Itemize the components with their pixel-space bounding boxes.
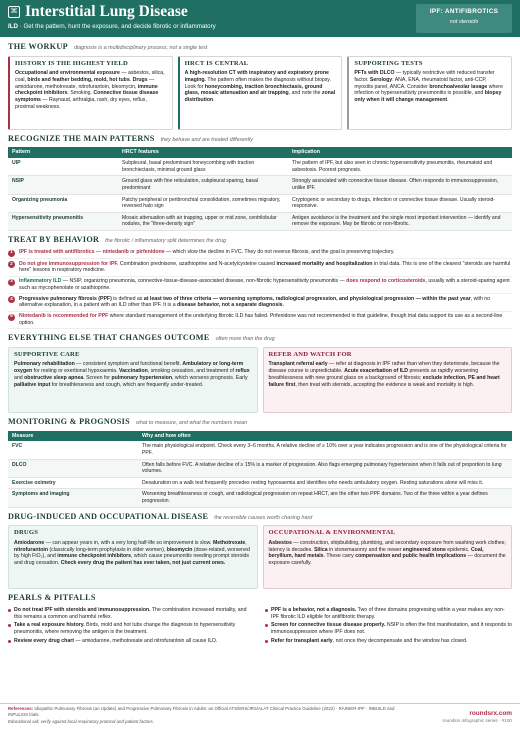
header-badge: IPF: ANTIFIBROTICS not steroids [416,4,512,33]
table-row: Hypersensitivity pneumonitis Mosaic attenuation with air trapping, upper or mid zone, centrilobular nodules, the "three-density sign" Antigen avoidance is the treatment and the single most important intervention — identify and remove the exposure. May be fibrotic or non-fibrotic. [8,212,512,230]
table-row: FVC The main physiological endpoint. Check every 3–6 months. A relative decline of ≥ 10% over a year indicates progression and is one of the physiological criteria for PPF. [8,441,512,459]
list-item: 3 Inflammatory ILD — NSIP, organizing pneumonia, connective-tissue-disease-associated disease, non-fibrotic hypersensitivity pneumonitis — does respond to corticosteroids, usually with a steroid-sparing agent such as mycophenolate or azathioprine. [8,277,512,295]
hrct-text: A high-resolution CT with inspiratory and expiratory prone imaging. The pattern often makes the diagnosis without biopsy. Look for honeycombing, traction bronchiectasis, ground glass, mosaic attenuation and air trapping, and note the zonal distribution. [184,70,336,104]
list-item: 1 IPF is treated with antifibrotics — nintedanib or pirfenidone — which slow the decline in FVC. They do not reverse fibrosis, and the goal is preserving trajectory. [8,248,512,260]
table-row: Symptoms and imaging Worsening breathlessness or cough, and radiological progression on repeat HRCT, are the other two PPF domains. Two of the three within a year defines progression. [8,489,512,507]
list-item: Do not treat IPF with steroids and immunosuppression. The combination increased mortality, and this remains a common and harmful reflex. [8,606,255,622]
list-item: 5 Nintedanib is recommended for PPF where standard management of the underlying fibrotic ILD has failed. Pirfenidone was not recommended in that guideline, though trial data support its use as a second-line option. [8,312,512,330]
section-header-pearls: PEARLS & PITFALLS [8,593,96,603]
section-header-treat: TREAT BY BEHAVIOR the fibrotic / inflammatory split determines the drug [8,235,226,245]
table-row: Organizing pneumonia Patchy peripheral or peribronchial consolidation, sometimes migratory, reversed halo sign Cryptogenic or secondary to drugs, infection or connective tissue disease. Usually steroid-responsive. [8,194,512,212]
card-occupational: OCCUPATIONAL & ENVIRONMENTAL Asbestos — construction, shipbuilding, plumbing, and secondary exposure from washing work clothes; latency is decades. Silica in stonemasonry and the newer engineered stone epidemic. Coal, beryllium, hard metals. These carry compensation and public health implications — document the exposure carefully. [263,525,513,589]
else-cards [0,347,520,413]
footer [0,703,520,736]
table-row: DLCO Often falls before FVC. A relative decline of ≥ 15% is a marker of progression. Also flags emerging pulmonary hypertension when it falls out of proportion to lung volumes. [8,459,512,477]
treatment-steps [0,248,520,330]
page-title: Interstitial Lung Disease [25,3,188,20]
card-refer-watch: REFER AND WATCH FOR Transplant referral early — refer at diagnosis in IPF rather than when they deteriorate, because the disease course is unpredictable. Acute exacerbation of ILD presents as rapidly worsening breathlessness with new ground glass on a background of fibrosis; exclude infection, PE and heart failure first, then treat with steroids, accepting the evidence is weak and mortality is high. [263,347,513,413]
references: References: Idiopathic Pulmonary Fibrosis (an Update) and Progressive Pulmonary Fibrosis in Adults: an Official ATS/ERS/JRS/ALAT Clinical Practice Guideline (2022) · RAINIER-IPF · INBUILD and INPULSIS trials. Educational aid; verify against local respiratory protocol and patient factors. [8,706,395,724]
list-item: Screen for connective tissue disease properly. NSIP is often the first manifestation, and it responds to immunosuppression where IPF does not. [265,621,512,637]
section-header-else: EVERYTHING ELSE THAT CHANGES OUTCOME often more than the drug [8,333,275,343]
card-history: HISTORY IS THE HIGHEST YIELD Occupational and environmental exposure — asbestos, silica, coal, birds and feather bedding, mold, hot tubs. Drugs — amiodarone, methotrexate, nitrofurantoin, bleomycin, immune checkpoint inhibitors. Smoking. Connective tissue disease symptoms — Raynaud, arthralgia, rash, dry eyes, reflux, proximal weakness. [8,56,173,130]
section-header-patterns: RECOGNIZE THE MAIN PATTERNS they behave and are treated differently [8,133,253,143]
workup-cards [0,56,520,130]
list-item: Refer for transplant early, not once they decompensate and the window has closed. [265,637,512,646]
list-item: 4 Progressive pulmonary fibrosis (PPF) is defined as at least two of three criteria — worsening symptoms, radiological progression, and physiological progression — within the past year, with no alternative explanation, in a patient with an ILD other than IPF. It is a disease behavior, not a separate diagnosis. [8,294,512,312]
list-item: Take a real exposure history. Birds, mold and hot tubs change the diagnosis to hypersensitivity pneumonitis, where removing the antigen is the treatment. [8,621,255,637]
section-header-workup: THE WORKUP diagnosis is a multidisciplinary process, not a single test [8,42,208,51]
table-row: NSIP Ground glass with fine reticulation, subpleural sparing, basal predominant Strongly associated with connective tissue disease. Often responds to immunosuppression, unlike IPF. [8,176,512,194]
card-supportive-care: SUPPORTIVE CARE Pulmonary rehabilitation — consistent symptom and functional benefit. Ambulatory or long-term oxygen for resting or exertional hypoxaemia. Vaccination, smoking cessation, and treatment of reflux and obstructive sleep apnea. Screen for pulmonary hypertension, which worsens prognosis. Early palliative input for breathlessness and cough, which are frequently under-treated. [8,347,258,413]
page-subtitle: ILD · Get the pattern, hunt the exposure, and decide fibrotic or inflammatory [8,22,216,30]
header-banner [0,0,520,37]
lungs-icon: ⌘ [8,6,20,18]
list-item: 2 Do not give immunosuppression for IPF. Combination prednisone, azathioprine and N-acetylcysteine caused increased mortality and hospitalization in trial data. This is one of the clearest "steroids are harmful here" lessons in respiratory medicine. [8,259,512,277]
card-tests: SUPPORTING TESTS PFTs with DLCO — typically restrictive with reduced transfer factor. Serology: ANA, ENA, rheumatoid factor, anti-CCP, myositis panel, ANCA. Consider bronchoalveolar lavage where infection or hypersensitivity pneumonitis is possible, and biopsy only when it will change management. [347,56,512,130]
monitoring-table: Measure Why and how often FVC The main physiological endpoint. Check every 3–6 months. A relative decline of ≥ 10% over a year indicates progression and is one of the physiological criteria for PPF. DLCO Often falls before FVC. A relative decline of ≥ 15% is a marker of progression. Also flags emerging pulmonary hypertension when it falls out of proportion to lung volumes. Exercise oximetry Desaturation on a walk test frequently precedes resting hypoxaemia and identifies who needs ambulatory oxygen. Resting saturations alone will miss it. Symptoms and imaging Worsening breathlessness or cough, and radiological progression on repeat HRCT, are the other two PPF domains. Two of the three within a year defines progression. [8,431,512,508]
table-row: Exercise oximetry Desaturation on a walk test frequently precedes resting hypoxaemia and identifies who needs ambulatory oxygen. Resting saturations alone will miss it. [8,477,512,489]
pearls-list [0,606,520,646]
card-drugs: DRUGS Amiodarone — can appear years in, with a very long half-life so improvement is slow. Methotrexate, nitrofurantoin (classically long-term prophylaxis in older women), bleomycin (dose-related, worsened by high FiO₂), and immune checkpoint inhibitors, which cause pneumonitis needing prompt steroids and drug cessation. Check every drug the patient has ever taken, not just current ones. [8,525,258,589]
tests-text: PFTs with DLCO — typically restrictive with reduced transfer factor. Serology: ANA, ENA, rheumatoid factor, anti-CCP, myositis panel, ANCA. Consider bronchoalveolar lavage where infection or hypersensitivity pneumonitis is possible, and biopsy only when it will change management. [354,70,503,104]
section-header-monitoring: MONITORING & PROGNOSIS what to measure, and what the numbers mean [8,416,248,426]
patterns-table: Pattern HRCT features Implication UIP Subpleural, basal predominant honeycombing with traction bronchiectasis, minimal ground glass The pattern of IPF, but also seen in chronic hypersensitivity pneumonitis, rheumatoid and asbestosis. Poorest prognosis. NSIP Ground glass with fine reticulation, subpleural sparing, basal predominant Strongly associated with connective tissue disease. Often responds to immunosuppression, unlike IPF. Organizing pneumonia Patchy peripheral or peribronchial consolidation, sometimes migratory, reversed halo sign Cryptogenic or secondary to drugs, infection or connective tissue disease. Usually steroid-responsive. Hypersensitivity pneumonitis Mosaic attenuation with air trapping, upper or mid zone, centrilobular nodules, the "three-density sign" Antigen avoidance is the treatment and the single most important intervention — identify and remove the exposure. May be fibrotic or non-fibrotic. [8,147,512,231]
table-row: UIP Subpleural, basal predominant honeycombing with traction bronchiectasis, minimal ground glass The pattern of IPF, but also seen in chronic hypersensitivity pneumonitis, rheumatoid and asbestosis. Poorest prognosis. [8,158,512,176]
list-item: Review every drug chart — amiodarone, methotrexate and nitrofurantoin all cause ILD. [8,637,255,646]
history-text: Occupational and environmental exposure — asbestos, silica, coal, birds and feather bedding, mold, hot tubs. Drugs — amiodarone, methotrexate, nitrofurantoin, bleomycin, immune checkpoint inhibitors. Smoking. Connective tissue disease symptoms — Raynaud, arthralgia, rash, dry eyes, reflux, proximal weakness. [15,70,165,110]
brand: roundsrx.com roundsrx infographic series · #100 [442,710,512,724]
drug-cards [0,525,520,589]
list-item: PPF is a behavior, not a diagnosis. Two of three domains progressing within a year makes any non-IPF fibrotic ILD eligible for antifibrotic therapy. [265,606,512,622]
card-hrct: HRCT IS CENTRAL A high-resolution CT with inspiratory and expiratory prone imaging. The pattern often makes the diagnosis without biopsy. Look for honeycombing, traction bronchiectasis, ground glass, mosaic attenuation and air trapping, and note the zonal distribution. [178,56,343,130]
section-header-drug: DRUG-INDUCED AND OCCUPATIONAL DISEASE the reversible causes worth chasing hard [8,511,313,521]
